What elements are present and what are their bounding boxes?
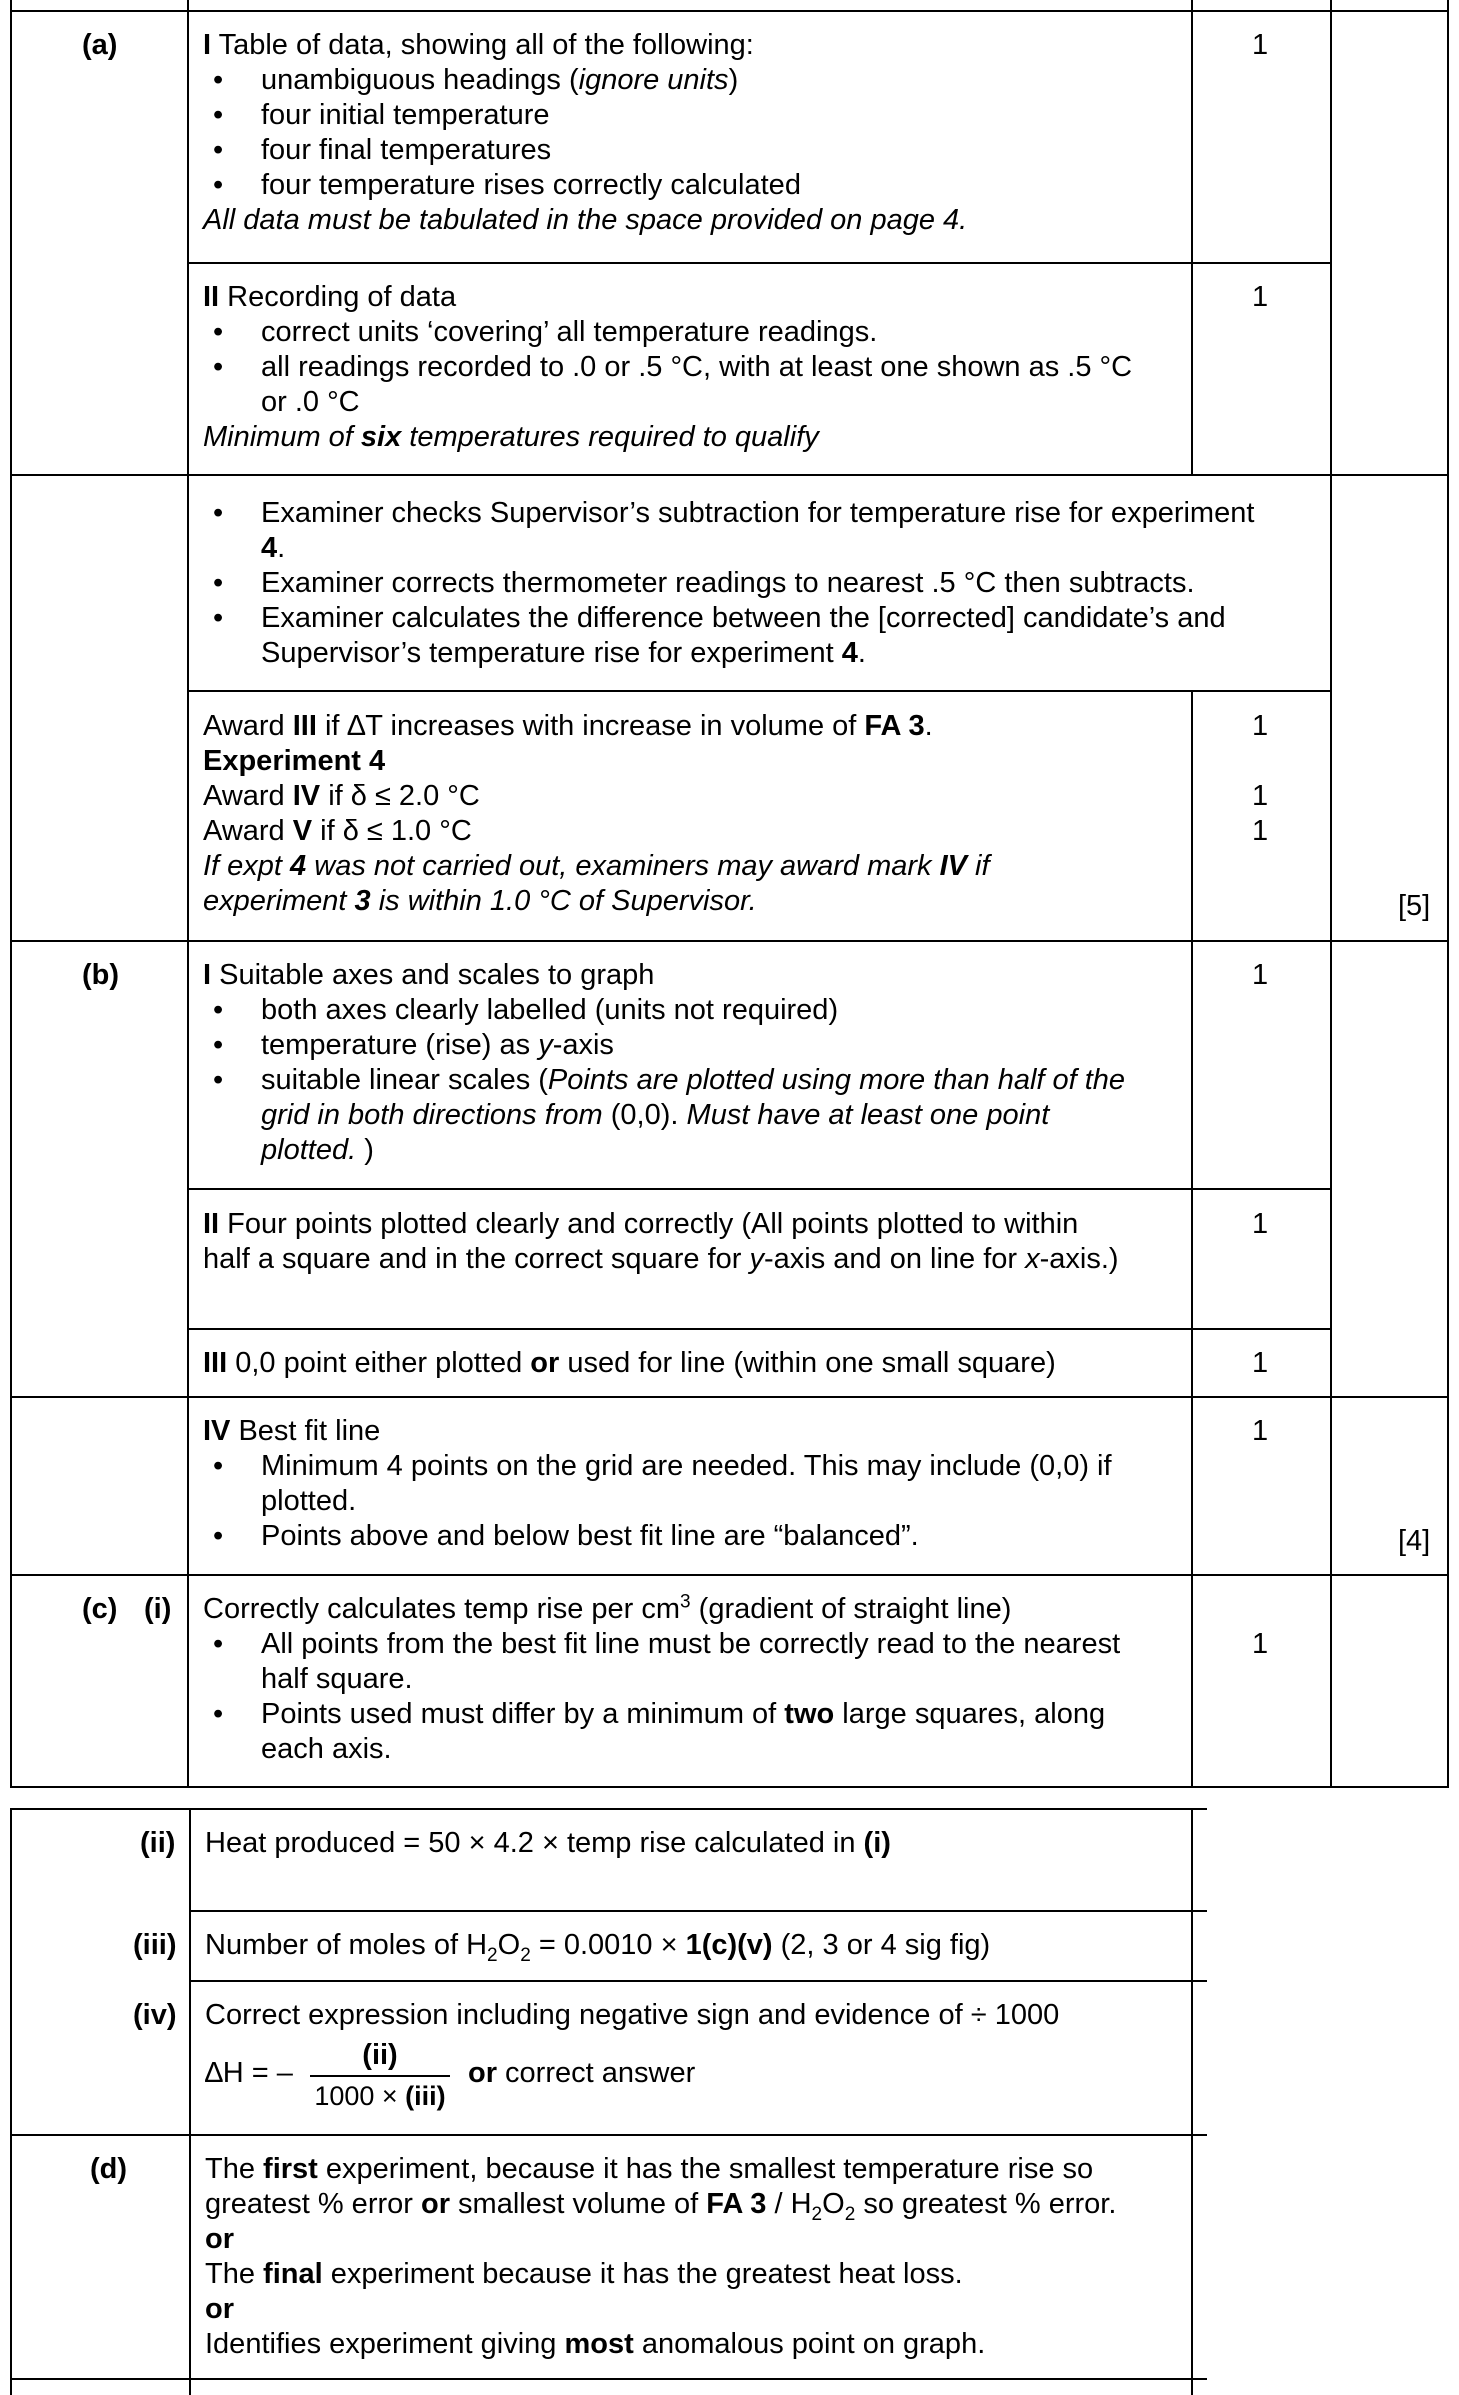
- mark-value: 1: [1252, 710, 1269, 742]
- criterion-a-I: [203, 28, 967, 238]
- criterion-heading: Table of data, showing all of the following:: [211, 29, 754, 61]
- bullet-item: • Points above and below best fit line are “balanced”.: [203, 1519, 1112, 1554]
- total-marks: [4]: [1398, 1525, 1431, 1557]
- table1-col3-border: [1191, 691, 1193, 1788]
- criterion-note: All data must be tabulated in the space provided on page 4.: [203, 204, 968, 236]
- row-divider: [10, 1396, 1449, 1398]
- mark-value: 1: [1252, 1415, 1269, 1447]
- table1-col3-border: [1191, 0, 1193, 476]
- or-separator: or: [205, 2293, 234, 2325]
- row-divider: [10, 2378, 1207, 2380]
- bullet-continuation: 4.: [261, 532, 286, 564]
- mark-value: 1: [1252, 281, 1269, 313]
- bullet-item: • four final temperatures: [203, 133, 967, 168]
- criterion-b-IV: IV Best fit line • Minimum 4 points on the grid are needed. This may include (0,0) if plotted. • Points above and below best fit line are “balanced”.: [203, 1414, 1112, 1554]
- table1-col1-border: [187, 0, 189, 1788]
- mark-value: 1: [1252, 780, 1269, 812]
- row-divider: [187, 1188, 1332, 1190]
- award-criteria: [203, 709, 990, 919]
- bullet-item: • Minimum 4 points on the grid are needed. This may include (0,0) if: [203, 1449, 1112, 1484]
- question-label-d: (d): [90, 2153, 128, 2185]
- bullet-continuation: plotted.: [261, 1485, 357, 1517]
- table2-top-border: [10, 1808, 1207, 1810]
- bullet-continuation: plotted. ): [261, 1134, 374, 1166]
- mark-value: 1: [1252, 815, 1269, 847]
- fraction-numerator: (ii): [362, 2039, 398, 2071]
- criterion-b-II: II Four points plotted clearly and correctly (All points plotted to within half a square and in the correct square for y-axis and on line for x-axis.): [203, 1208, 1119, 1275]
- roman-numeral: III: [203, 1347, 228, 1379]
- award-note: If expt 4 was not carried out, examiners may award mark IV if: [203, 850, 990, 882]
- table2-col1-border: [189, 1808, 191, 2395]
- answer-alternative: or correct answer: [468, 2057, 696, 2089]
- question-label-a: (a): [82, 29, 118, 61]
- subquestion-label-i: (i): [144, 1593, 172, 1625]
- award-line: Award III if ∆T increases with increase in volume of FA 3.: [203, 710, 933, 742]
- bullet-continuation: Supervisor’s temperature rise for experiment 4.: [261, 637, 866, 669]
- row-divider: [10, 940, 1449, 942]
- bullet-item: • all readings recorded to .0 or .5 °C, with at least one shown as .5 °C: [203, 350, 1132, 385]
- roman-numeral: I: [203, 29, 212, 61]
- mark-value: 1: [1252, 959, 1269, 991]
- table2-left-border: [10, 1808, 12, 2395]
- row-divider: [189, 1980, 1207, 1982]
- bullet-continuation: each axis.: [261, 1733, 392, 1765]
- roman-numeral: II: [203, 281, 220, 313]
- bullet-item: • four initial temperature: [203, 98, 967, 133]
- row-divider: [10, 1574, 1449, 1576]
- bullet-item: • Examiner calculates the difference between the [corrected] candidate’s and: [203, 601, 1254, 636]
- award-line: Award IV if δ ≤ 2.0 °C: [203, 780, 480, 812]
- criterion-a-II: II Recording of data • correct units ‘covering’ all temperature readings. • all readings recorded to .0 or .5 °C, with at least one shown as .5 °C or .0 °C Minimum of six temperatures required to qualify: [203, 280, 1132, 455]
- subquestion-label-iv: (iv): [133, 1999, 177, 2031]
- bullet-item: • Examiner corrects thermometer readings to nearest .5 °C then subtracts.: [203, 566, 1254, 601]
- bullet-item: • All points from the best fit line must be correctly read to the nearest: [203, 1627, 1120, 1662]
- bullet-item: • Examiner checks Supervisor’s subtraction for temperature rise for experiment: [203, 496, 1254, 531]
- bullet-continuation: grid in both directions from (0,0). Must have at least one point: [261, 1099, 1050, 1131]
- total-marks: [5]: [1398, 890, 1431, 922]
- award-note: experiment 3 is within 1.0 °C of Supervisor.: [203, 885, 757, 917]
- table1-right-border: [1447, 0, 1449, 1788]
- roman-numeral: IV: [203, 1415, 231, 1447]
- question-label-c: (c): [82, 1593, 118, 1625]
- mark-value: 1: [1252, 1628, 1269, 1660]
- criterion-continuation: half a square and in the correct square for y-axis and on line for x-axis.): [203, 1243, 1119, 1275]
- criterion-b-I: I Suitable axes and scales to graph • both axes clearly labelled (units not required) • temperature (rise) as y-axis • suitable linear scales (Points are plotted using more than half of the grid in both directions from (0,0). Must have at least one point plotted. ): [203, 958, 1125, 1168]
- bullet-continuation: half square.: [261, 1663, 413, 1695]
- bullet-item: • suitable linear scales (Points are plotted using more than half of the: [203, 1063, 1125, 1098]
- criterion-b-III: III 0,0 point either plotted or used for line (within one small square): [203, 1347, 1056, 1379]
- or-separator: or: [205, 2223, 234, 2255]
- roman-numeral: I: [203, 959, 212, 991]
- fraction-bar: [310, 2075, 450, 2077]
- subquestion-label-ii: (ii): [140, 1827, 176, 1859]
- bullet-item: • both axes clearly labelled (units not required): [203, 993, 1125, 1028]
- table1-top-border: [10, 10, 1449, 12]
- bullet-item: • correct units ‘covering’ all temperature readings.: [203, 315, 1132, 350]
- row-divider: [10, 2134, 1207, 2136]
- mark-value: 1: [1252, 1208, 1269, 1240]
- mark-value: 1: [1252, 29, 1269, 61]
- criterion-c-iii: Number of moles of $H_2O_2 = 0.0010 \times 1(c)(v)$ (2, 3 or 4 sig fig): [205, 1929, 991, 1966]
- mark-value: 1: [1252, 1347, 1269, 1379]
- criterion-c-iv: Correct expression including negative sign and evidence of ÷ 1000: [205, 1999, 1060, 2031]
- table1-left-border: [10, 0, 12, 1788]
- criterion-c-i: Correctly calculates temp rise per $cm^3$ (gradient of straight line) • All points from the best fit line must be correctly read to the nearest half square. • Points used must differ by a minimum of two large squares, along each axis.: [203, 1592, 1120, 1767]
- roman-numeral: II: [203, 1208, 220, 1240]
- criterion-d: The first experiment, because it has the smallest temperature rise so greatest % error or smallest volume of FA $3 / H_2O_2$ so greatest % error. or The final experiment because it has the greatest heat loss. or Identifies experiment giving most anomalous point on graph.: [205, 2153, 1117, 2360]
- examiner-instructions: [203, 496, 1254, 671]
- row-divider: [187, 262, 1332, 264]
- award-line: Award V if δ ≤ 1.0 °C: [203, 815, 472, 847]
- fraction-denominator: 1000 × (iii): [314, 2081, 446, 2111]
- subquestion-label-iii: (iii): [133, 1929, 177, 1961]
- row-divider: [189, 1910, 1207, 1912]
- row-divider: [10, 474, 1449, 476]
- table1-bottom-border: [10, 1786, 1449, 1788]
- bullet-item: • Points used must differ by a minimum of two large squares, along: [203, 1697, 1120, 1732]
- row-divider: [187, 1328, 1332, 1330]
- criterion-c-ii: Heat produced = 50 × 4.2 × temp rise calculated in (i): [205, 1827, 891, 1859]
- bullet-item: • four temperature rises correctly calculated: [203, 168, 967, 203]
- table1-col4-border: [1330, 0, 1332, 1788]
- award-subheading: Experiment 4: [203, 745, 386, 777]
- criterion-note: Minimum of six temperatures required to qualify: [203, 421, 819, 453]
- row-divider: [187, 690, 1332, 692]
- table2-col3-border: [1191, 1808, 1193, 2395]
- question-label-b: (b): [82, 959, 120, 991]
- bullet-continuation: or .0 °C: [261, 386, 360, 418]
- delta-h-prefix: ∆H = –: [205, 2057, 293, 2089]
- bullet-item: • unambiguous headings (ignore units): [203, 63, 967, 98]
- bullet-item: • temperature (rise) as y-axis: [203, 1028, 1125, 1063]
